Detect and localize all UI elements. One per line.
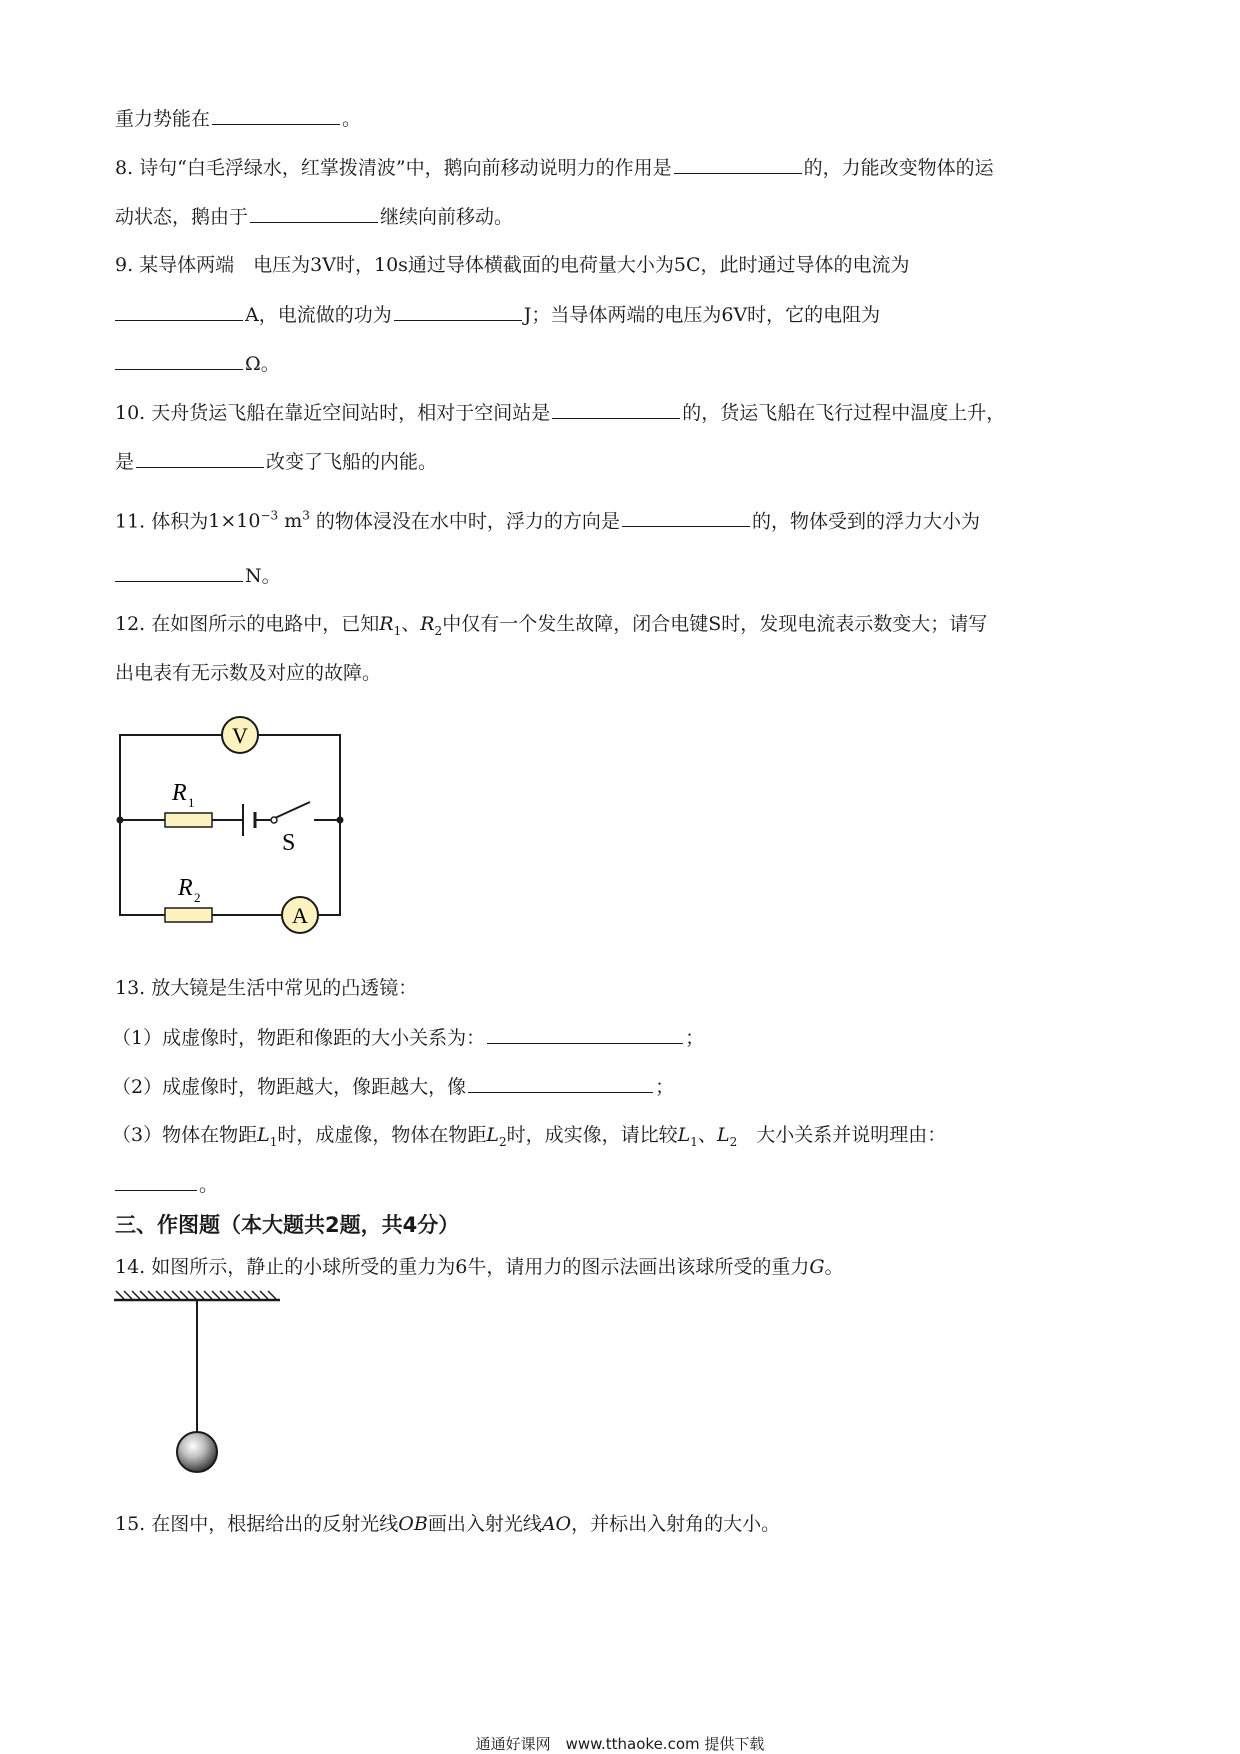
section-title: 三、作图题（本大题共2题，共4分） <box>115 1213 460 1237</box>
q9-line-2: A，电流做的功为 J；当导体两端的电压为6V时，它的电阻为 <box>115 302 880 327</box>
q13-stem: 13. 放大镜是生活中常见的凸透镜： <box>115 977 418 999</box>
answer-blank[interactable] <box>115 563 243 582</box>
answer-blank[interactable] <box>674 155 802 174</box>
answer-blank[interactable] <box>136 449 264 468</box>
q11-line-1: 11. 体积为$1\times 10^{-3}$ $m^3$ 的物体浸没在水中时，浮力的方向是 的，物体受到的浮力大小为 <box>115 509 980 533</box>
answer-blank[interactable] <box>552 400 680 419</box>
resistor-r2 <box>165 908 212 922</box>
answer-blank[interactable] <box>394 302 522 321</box>
q8-line-1: 8. 诗句“白毛浮绿水，红掌拨清波”中，鹅向前移动说明力的作用是 的，力能改变物体的运 <box>115 157 994 179</box>
q12-line-2: 出电表有无示数及对应的故障。 <box>115 662 382 684</box>
switch-label: S <box>282 830 296 856</box>
q8-line-2: 动状态，鹅由于 继续向前移动。 <box>115 206 514 228</box>
q13-part-2: （2）成虚像时，物距越大，像距越大，像 ； <box>112 1076 675 1098</box>
q14-line: 14. 如图所示，静止的小球所受的重力为6牛，请用力的图示法画出该球所受的重力G。 <box>115 1256 844 1278</box>
pendulum-diagram <box>112 1290 292 1480</box>
answer-blank[interactable] <box>115 351 243 370</box>
switch-pivot <box>271 817 277 823</box>
answer-blank[interactable] <box>250 204 378 223</box>
ceiling-hatching <box>116 1291 276 1299</box>
q9-line-3: Ω。 <box>115 351 280 376</box>
r1-label: R <box>172 780 187 806</box>
answer-blank[interactable] <box>622 508 750 527</box>
r2-label: R <box>178 875 193 901</box>
resistor-r1 <box>165 813 212 827</box>
q10-line-1: 10. 天舟货运飞船在靠近空间站时，相对于空间站是 的，货运飞船在飞行过程中温度上升， <box>115 402 1006 424</box>
junction-node <box>337 817 344 824</box>
q13-part-3-answer: 。 <box>115 1172 218 1197</box>
q9-line-1: 9. 某导体两端 电压为3V时，10s通过导体横截面的电荷量大小为5C，此时通过导体的电流为 <box>115 254 910 276</box>
q13-part-1: （1）成虚像时，物距和像距的大小关系为： ； <box>112 1027 705 1049</box>
r2-subscript: 2 <box>194 890 201 905</box>
ammeter-label: A <box>292 903 308 928</box>
q10-line-2: 是 改变了飞船的内能。 <box>115 451 438 473</box>
answer-blank[interactable] <box>468 1074 653 1093</box>
voltmeter-label: V <box>232 723 248 748</box>
circuit-diagram <box>100 710 360 945</box>
answer-blank[interactable] <box>212 106 340 125</box>
ball-icon <box>177 1432 217 1472</box>
volume-expression: $1\times 10^{-3}$ $m^3$ <box>208 509 310 533</box>
r1-subscript: 1 <box>188 795 195 810</box>
q13-part-3: （3）物体在物距$L_1$时，成虚像，物体在物距$L_2$时，成实像，请比较$L_1$、$L_2$ 大小关系并说明理由： <box>112 1124 947 1149</box>
footer-watermark: 通通好课网 www.tthaoke.com 提供下载 <box>475 1735 765 1753</box>
junction-node <box>117 817 124 824</box>
q15-line: 15. 在图中，根据给出的反射光线OB画出入射光线AO，并标出入射角的大小。 <box>115 1513 781 1535</box>
q12-line-1: 12. 在如图所示的电路中，已知$R_1$、$R_2$中仅有一个发生故障，闭合电键S时，发现电流表示数变大；请写 <box>115 613 988 638</box>
answer-blank[interactable] <box>487 1025 683 1044</box>
q11-line-2: N。 <box>115 563 281 588</box>
q7-line: 重力势能在 。 <box>115 108 362 130</box>
answer-blank[interactable] <box>115 1172 197 1191</box>
answer-blank[interactable] <box>115 302 243 321</box>
